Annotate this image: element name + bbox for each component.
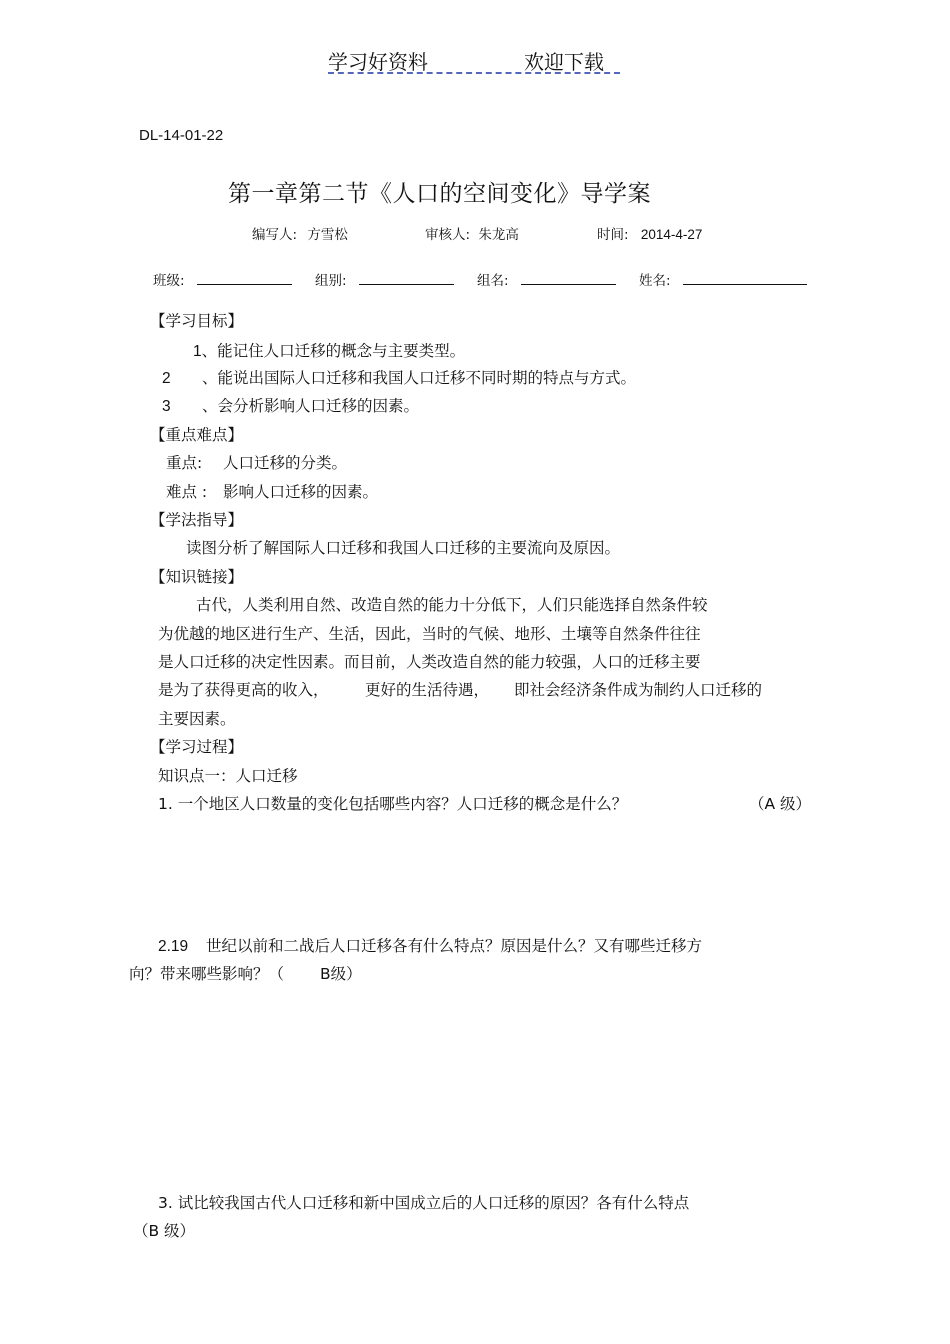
goal-item-2 (162, 366, 636, 388)
group-name-field[interactable] (477, 269, 616, 289)
hard-label: 难点 : (166, 483, 208, 501)
link-paragraph-line-1: 古代，人类利用自然、改造自然的能力十分低下，人们只能选择自然条件较 (196, 596, 708, 614)
question-2-number: 2.19 (158, 938, 189, 955)
time-info (597, 223, 702, 243)
goal-2-text: 、能说出国际人口迁移和我国人口迁移不同时期的特点与方式。 (202, 369, 637, 387)
question-1-level: （A 级） (749, 795, 812, 813)
page-banner (328, 46, 604, 75)
question-1: 1. 一个地区人口数量的变化包括哪些内容？人口迁移的概念是什么？ (158, 795, 628, 813)
goal-2-number: 2 (162, 370, 171, 387)
banner-left-text: 学习好资料 (328, 50, 428, 74)
key-heading: 【重点难点】 (150, 426, 244, 444)
question-2-line-2a: 向？带来哪些影响？（ (129, 965, 285, 983)
goal-3-number: 3 (162, 398, 171, 415)
question-3-line-1: 3. 试比较我国古代人口迁移和新中国成立后的人口迁移的原因？各有什么特点 (158, 1194, 690, 1212)
group-name-label: 组名: (477, 273, 509, 289)
author-name: 方雪松 (307, 227, 348, 243)
link-paragraph-line-5: 主要因素。 (158, 710, 236, 728)
goal-3-text: 、会分析影响人口迁移的因素。 (202, 397, 420, 415)
group-name-blank[interactable] (521, 270, 616, 285)
group-label: 组别: (315, 273, 347, 289)
group-field[interactable] (315, 269, 454, 289)
class-label: 班级: (153, 273, 185, 289)
author-label: 编写人: (252, 227, 298, 243)
key-point (166, 451, 347, 473)
key-text: 人口迁移的分类。 (223, 454, 348, 472)
name-field[interactable] (639, 269, 807, 289)
link-paragraph-line-3: 是人口迁移的决定性因素。而目前，人类改造自然的能力较强，人口的迁移主要 (158, 653, 701, 671)
name-blank[interactable] (683, 270, 807, 285)
link-paragraph-line-2: 为优越的地区进行生产、生活，因此，当时的气候、地形、土壤等自然条件往往 (158, 625, 701, 643)
hard-text: 影响人口迁移的因素。 (223, 483, 379, 501)
hard-point (166, 480, 378, 502)
goal-item-3 (162, 394, 419, 416)
author-info (252, 223, 348, 243)
key-label: 重点: (166, 454, 203, 472)
goal-1-text: 、能记住人口迁移的概念与主要类型。 (201, 342, 466, 360)
goal-1-number: 1 (193, 343, 202, 360)
link-paragraph-line-4a: 是为了获得更高的收入， (158, 681, 329, 699)
question-2-level: B级） (320, 965, 362, 983)
document-id: DL-14-01-22 (139, 127, 224, 144)
class-blank[interactable] (197, 270, 292, 285)
time-value: 2014-4-27 (640, 227, 703, 242)
group-blank[interactable] (359, 270, 454, 285)
question-2-text: 世纪以前和二战后人口迁移各有什么特点？原因是什么？又有哪些迁移方 (206, 937, 703, 955)
banner-right-text: 欢迎下载 (524, 50, 604, 74)
reviewer-name: 朱龙高 (478, 227, 519, 243)
banner-underline (328, 72, 620, 74)
page-title: 第一章第二节《人口的空间变化》导学案 (228, 181, 651, 207)
knowledge-point-1: 知识点一：人口迁移 (158, 767, 298, 785)
link-paragraph-line-4b: 更好的生活待遇， (365, 681, 490, 699)
class-field[interactable] (153, 269, 292, 289)
link-heading: 【知识链接】 (150, 568, 244, 586)
link-paragraph-line-4c: 即社会经济条件成为制约人口迁移的 (514, 681, 763, 699)
goals-heading: 【学习目标】 (150, 312, 244, 330)
method-text: 读图分析了解国际人口迁移和我国人口迁移的主要流向及原因。 (186, 539, 621, 557)
question-2-line-1 (158, 934, 702, 956)
reviewer-label: 审核人: (425, 227, 471, 243)
question-3-level: （B 级） (133, 1222, 196, 1240)
reviewer-info (425, 223, 519, 243)
name-label: 姓名: (639, 273, 671, 289)
method-heading: 【学法指导】 (150, 511, 244, 529)
goal-item-1 (193, 339, 465, 361)
time-label: 时间: (597, 227, 629, 243)
process-heading: 【学习过程】 (150, 738, 244, 756)
